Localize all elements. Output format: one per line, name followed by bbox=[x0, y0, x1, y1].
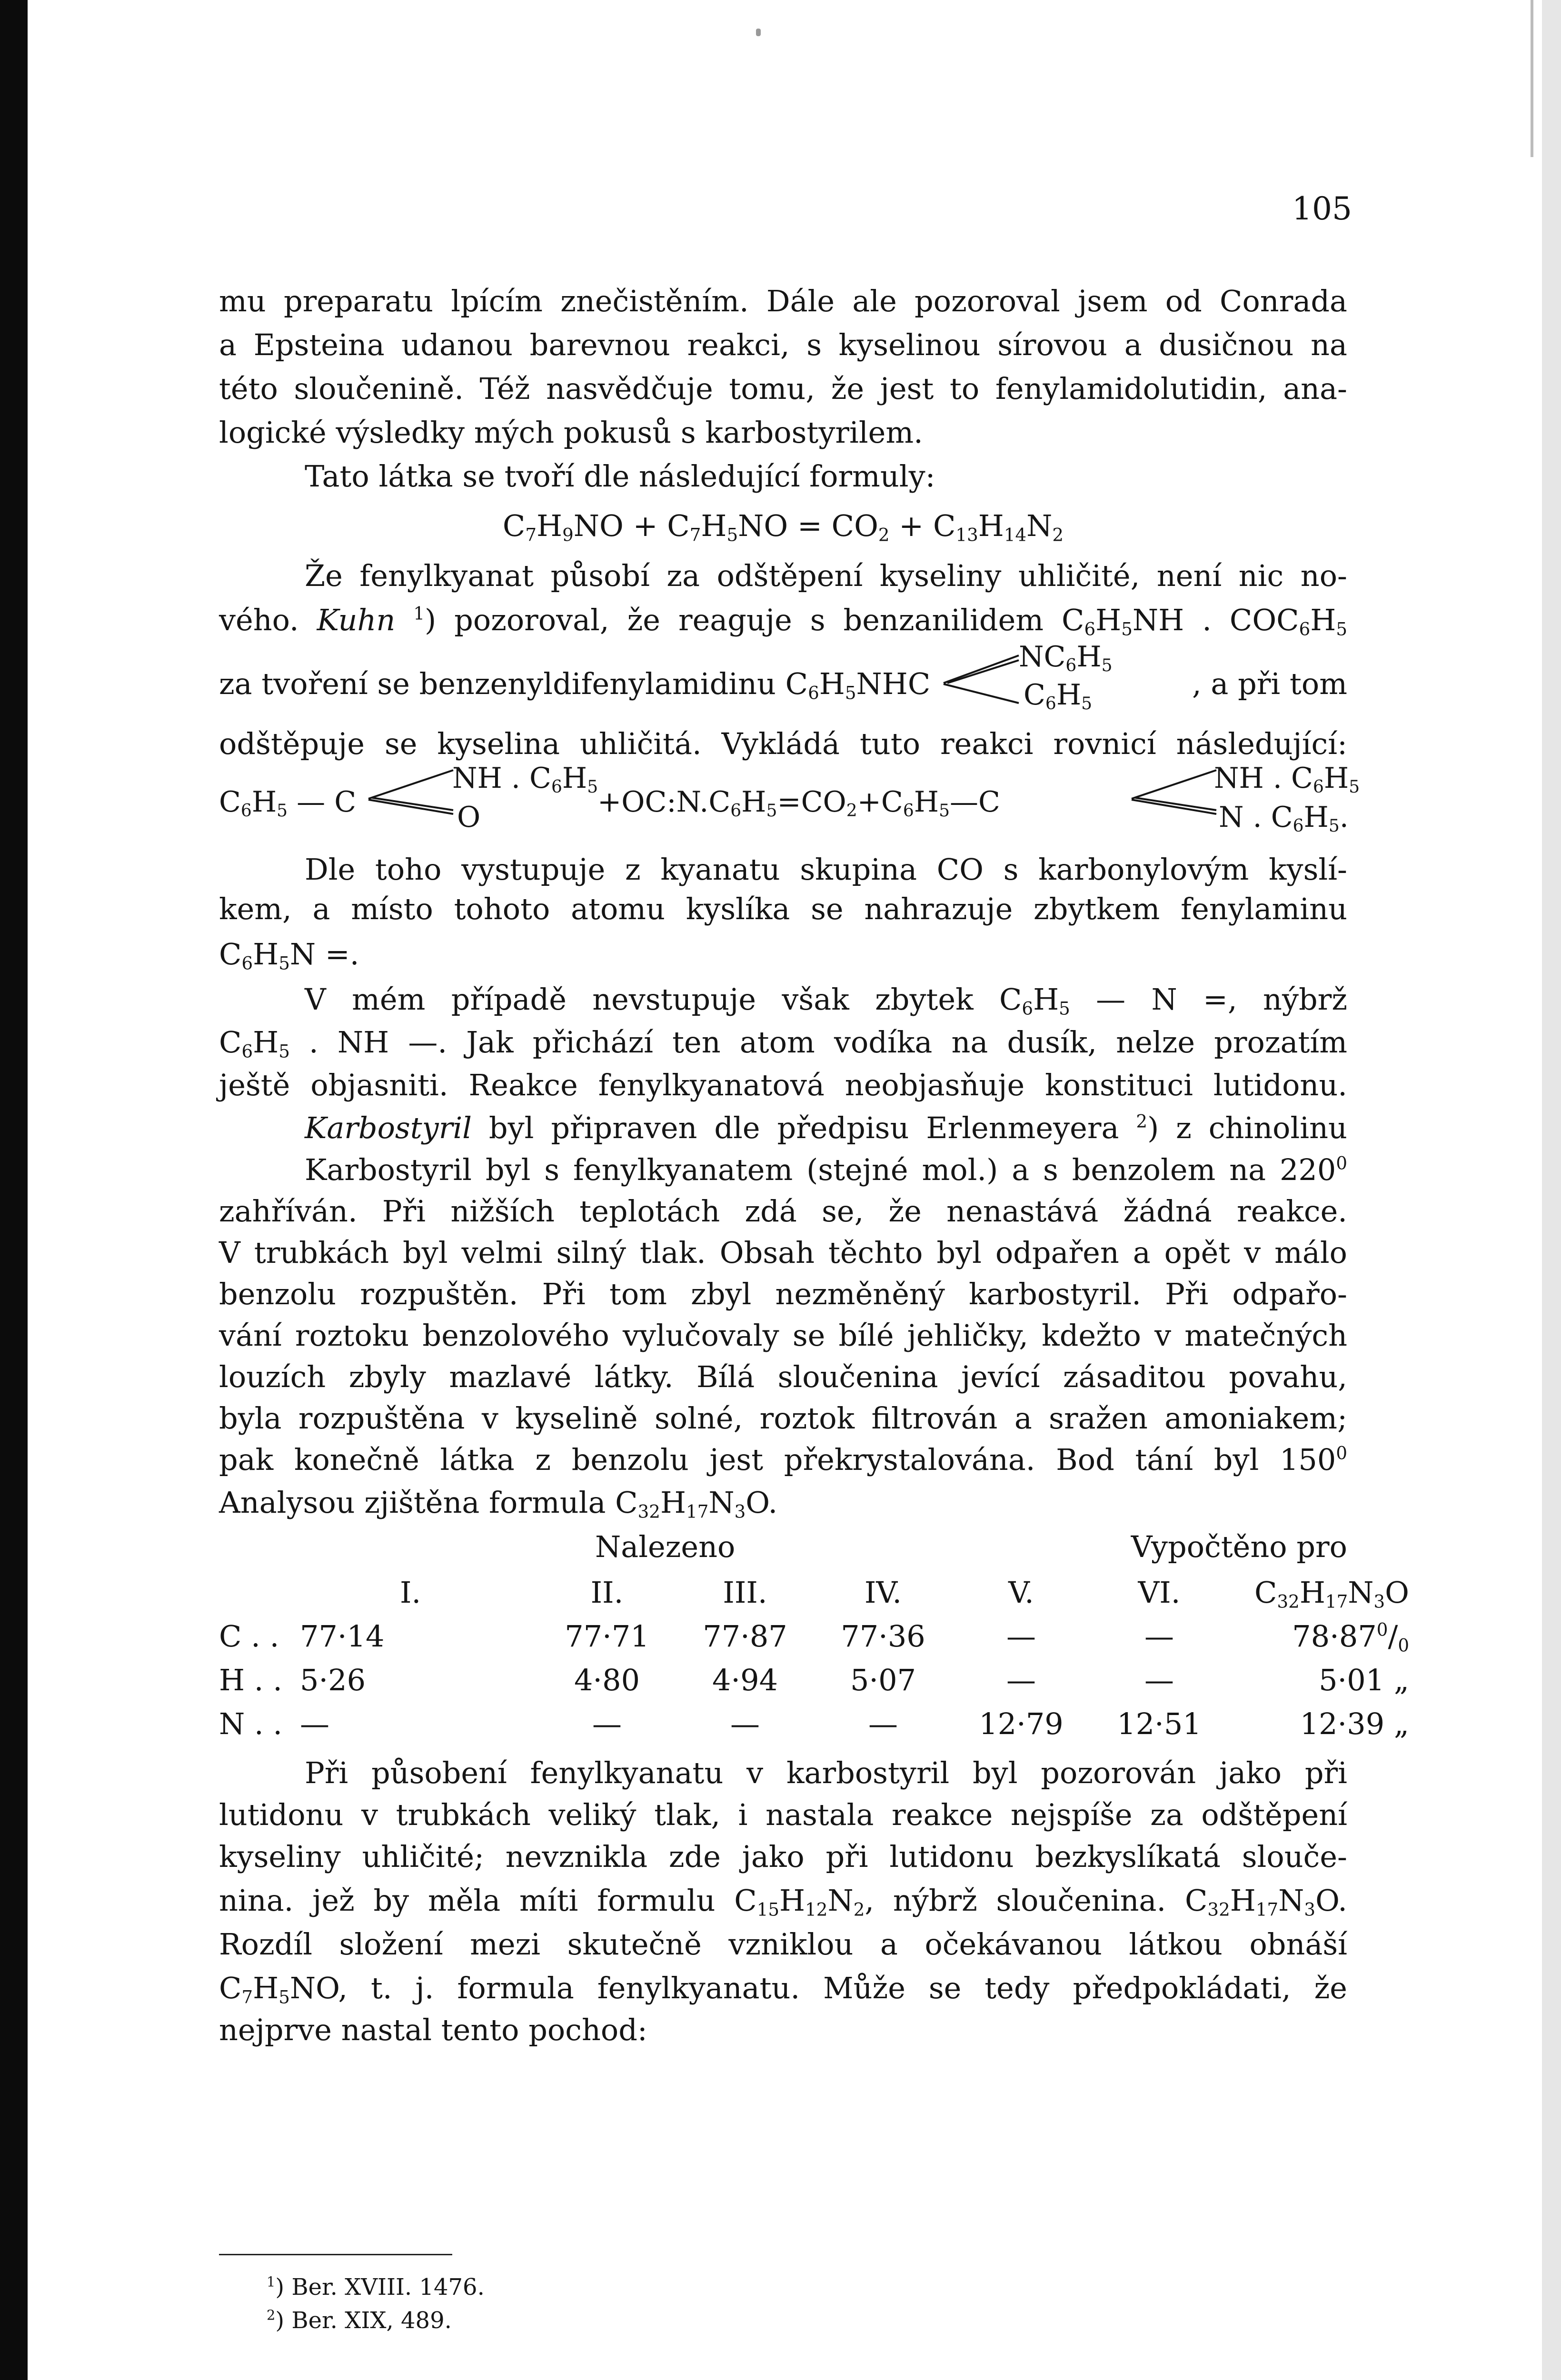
text-line: odštěpuje se kyselina uhličitá. Vykládá tuto reakci rovnicí následující: bbox=[219, 726, 1347, 761]
table-header: V. bbox=[1008, 1575, 1034, 1610]
table-cell: — bbox=[1144, 1663, 1174, 1697]
bond-fork bbox=[368, 766, 463, 819]
table-cell: 12·51 bbox=[1117, 1706, 1202, 1741]
text-line: byla rozpuštěna v kyselině solné, roztok filtrován a sražen amoniakem; bbox=[219, 1401, 1347, 1436]
equation-2-lower-1: O bbox=[457, 801, 481, 834]
table-cell: 12·39 „ bbox=[1300, 1706, 1409, 1741]
table-cell: — bbox=[300, 1706, 329, 1741]
text-line: a Epsteina udanou barevnou reakci, s kyselinou sírovou a dusičnou na bbox=[219, 327, 1347, 362]
section-title: Karbostyril bbox=[305, 1111, 472, 1145]
text-line: vání roztoku benzolového vylučovaly se bílé jehličky, kdežto v matečných bbox=[219, 1318, 1347, 1353]
page-number: 105 bbox=[1292, 190, 1352, 227]
footnote: $^2$) Ber. XIX, 489. bbox=[267, 2307, 452, 2334]
table-calc-label: Vypočtěno pro bbox=[1131, 1529, 1347, 1564]
text-line: kyseliny uhličité; nevznikla zde jako při lutidonu bezkyslíkatá slouče- bbox=[219, 1839, 1347, 1874]
text-line: nejprve nastal tento pochod: bbox=[219, 2013, 647, 2047]
text-line: za tvoření se benzenyldifenylamidinu $C_6H_5NHC$ bbox=[219, 666, 931, 704]
table-cell: 5·07 bbox=[850, 1663, 916, 1697]
text-line: $C_6H_5N$ =. bbox=[219, 937, 359, 974]
text-line: , a při tom bbox=[1192, 666, 1347, 701]
table-cell: 77·71 bbox=[565, 1619, 649, 1654]
text-line: benzolu rozpuštěn. Při tom zbyl nezměněný karbostyril. Při odpařo- bbox=[219, 1277, 1347, 1311]
table-cell: 77·14 bbox=[300, 1619, 385, 1654]
table-cell: H . . bbox=[219, 1663, 282, 1697]
table-cell: 4·94 bbox=[712, 1663, 778, 1697]
table-cell: — bbox=[1144, 1619, 1174, 1654]
text-line: ještě objasniti. Reakce fenylkyanatová neobjasňuje konstituci lutidonu. bbox=[219, 1068, 1347, 1102]
table-header-row bbox=[219, 1571, 1409, 1615]
table-row bbox=[219, 1658, 1409, 1702]
footnote-ref: 2 bbox=[1136, 1111, 1148, 1132]
text-line: V mém případě nevstupuje však zbytek $C_6H_5$ — N =, nýbrž bbox=[305, 982, 1347, 1019]
text-line: Karbostyril byl s fenylkyanatem (stejné mol.) a s benzolem na $220^0$ bbox=[305, 1152, 1347, 1187]
text-line: $C_7H_5NO$, t. j. formula fenylkyanatu. Může se tedy předpokládati, že bbox=[219, 1971, 1347, 2008]
text-line: Analysou zjištěna formula $C_{32}H_{17}N_3O$. bbox=[219, 1485, 778, 1522]
table-cell: C . . bbox=[219, 1619, 279, 1654]
table-row bbox=[219, 1702, 1409, 1746]
text-line: lutidonu v trubkách veliký tlak, i nastala reakce nejspíše za odštěpení bbox=[219, 1797, 1347, 1832]
table-cell: — bbox=[1006, 1619, 1036, 1654]
table-cell: 77·87 bbox=[703, 1619, 787, 1654]
equation-2-middle: $+OC:N.C_6H_5=CO_2+C_6H_5—C$ bbox=[597, 785, 1000, 821]
text-line: Rozdíl složení mezi skutečně vzniklou a očekávanou látkou obnáší bbox=[219, 1927, 1347, 1962]
bond-fork bbox=[1131, 766, 1226, 819]
table-row bbox=[219, 1615, 1409, 1658]
text-line: Že fenylkyanat působí za odštěpení kyseliny uhličité, není nic no- bbox=[305, 558, 1347, 593]
table-header: II. bbox=[590, 1575, 624, 1610]
footnote-rule bbox=[219, 2254, 452, 2255]
equation-2-left: $C_6H_5$ — C bbox=[219, 785, 357, 821]
analysis-table bbox=[219, 1571, 1409, 1746]
text-line: logické výsledky mých pokusů s karbostyrilem. bbox=[219, 415, 923, 450]
table-cell: — bbox=[730, 1706, 760, 1741]
branch-lower: $C_6H_5$ bbox=[1024, 678, 1093, 714]
equation-2-upper-1: NH . $C_6H_5$ bbox=[452, 762, 598, 797]
text-line: pak konečně látka z benzolu jest překrystalována. Bod tání byl $150^0$ bbox=[219, 1442, 1347, 1477]
table-cell: — bbox=[1006, 1663, 1036, 1697]
text-line: mu preparatu lpícím znečistěním. Dále ale pozoroval jsem od Conrada bbox=[219, 284, 1347, 318]
text-line: Dle toho vystupuje z kyanatu skupina CO s karbonylovým kyslí- bbox=[305, 852, 1347, 887]
author-name: Kuhn bbox=[317, 603, 396, 637]
table-cell: 4·80 bbox=[574, 1663, 640, 1697]
text-line: Tato látka se tvoří dle následující formuly: bbox=[305, 459, 935, 494]
text-line: louzích zbyly mazlavé látky. Bílá sloučenina jevící zásaditou povahu, bbox=[219, 1359, 1347, 1394]
text-line: V trubkách byl velmi silný tlak. Obsah těchto byl odpařen a opět v málo bbox=[219, 1235, 1347, 1270]
table-cell: 12·79 bbox=[979, 1706, 1064, 1741]
bond-fork bbox=[943, 650, 1024, 707]
table-cell: — bbox=[868, 1706, 898, 1741]
table-cell: $78\cdot 87^0/_0$ bbox=[1292, 1619, 1409, 1656]
branch-upper: $NC_6H_5$ bbox=[1019, 640, 1113, 676]
equation-2-lower-2: N . $C_6H_5$. bbox=[1219, 801, 1349, 836]
text-line: Při působení fenylkyanatu v karbostyril byl pozorován jako při bbox=[305, 1755, 1347, 1790]
table-cell: N . . bbox=[219, 1706, 283, 1741]
table-cell: — bbox=[592, 1706, 622, 1741]
table-cell: 77·36 bbox=[841, 1619, 925, 1654]
equation-1: $C_7H_9NO + C_7H_5NO = CO_2 + C_{13}H_{14}N_2$ bbox=[502, 508, 1064, 545]
table-header: VI. bbox=[1138, 1575, 1181, 1610]
text-line: $C_6H_5$ . NH —. Jak přichází ten atom vodíka na dusík, nelze prozatím bbox=[219, 1025, 1347, 1062]
text-line: Karbostyril byl připraven dle předpisu Erlenmeyera $^2$) z chinolinu bbox=[305, 1111, 1347, 1145]
footnote-ref: 1 bbox=[413, 603, 425, 624]
text-line: této sloučenině. Též nasvědčuje tomu, že jest to fenylamidolutidin, ana- bbox=[219, 371, 1347, 406]
text-line: nina. jež by měla míti formulu $C_{15}H_{12}N_2$, nýbrž sloučenina. $C_{32}H_{17}N_3O$. bbox=[219, 1883, 1347, 1920]
equation-2-upper-2: NH . $C_6H_5$ bbox=[1214, 762, 1360, 797]
table-found-label: Nalezeno bbox=[595, 1529, 736, 1564]
table-header: IV. bbox=[864, 1575, 902, 1610]
table-header: III. bbox=[723, 1575, 767, 1610]
text-line: vého. Kuhn $^1$) pozoroval, že reaguje s benzanilidem $C_6H_5NH$ . $COC_6H_5$ bbox=[219, 603, 1348, 640]
footnote: $^1$) Ber. XVIII. 1476. bbox=[267, 2273, 485, 2301]
table-cell: 5·01 „ bbox=[1319, 1663, 1409, 1697]
table-header-formula: $C_{32}H_{17}N_3O$ bbox=[1254, 1575, 1409, 1612]
text-line: kem, a místo tohoto atomu kyslíka se nahrazuje zbytkem fenylaminu bbox=[219, 892, 1347, 926]
table-header: I. bbox=[400, 1575, 421, 1610]
table-cell: 5·26 bbox=[300, 1663, 366, 1697]
text-line: zahříván. Při nižších teplotách zdá se, že nenastává žádná reakce. bbox=[219, 1194, 1347, 1229]
